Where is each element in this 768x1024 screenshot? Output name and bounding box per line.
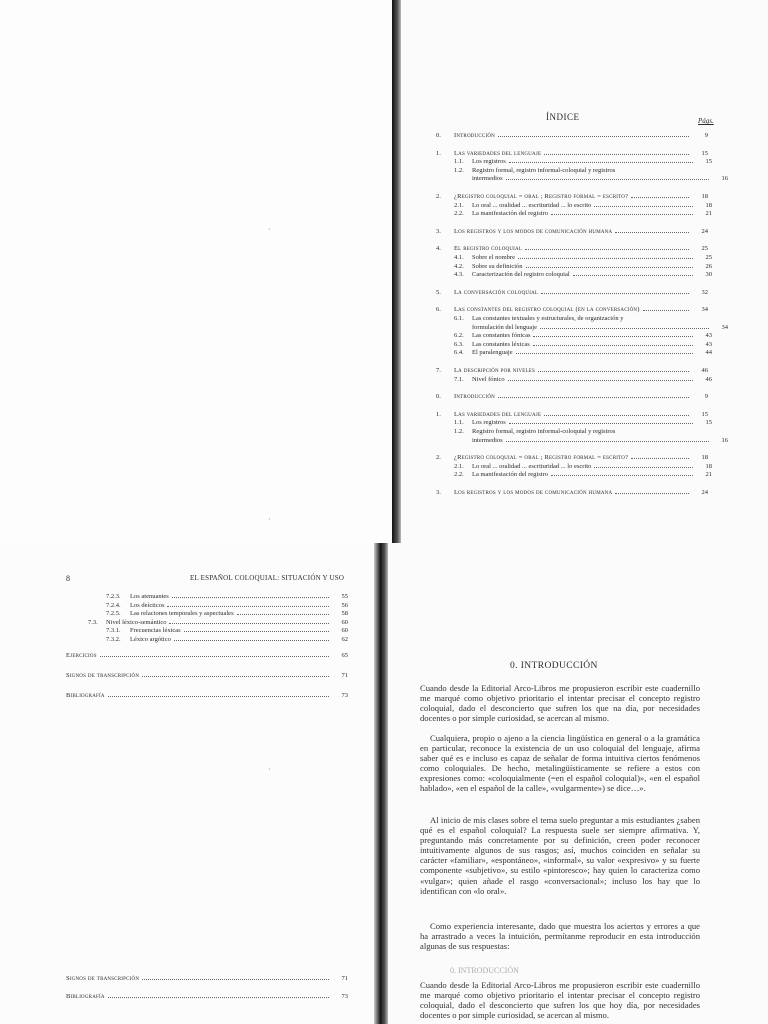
toc-page-number: 16 (721, 175, 728, 183)
toc-number: 7.1. (454, 375, 464, 383)
toc-row (454, 470, 712, 479)
dot-leader (142, 675, 329, 677)
toc-number: 7.2.5. (106, 610, 121, 617)
toc-page-number: 16 (721, 436, 728, 444)
dot-leader (573, 274, 693, 276)
dot-leader (509, 161, 693, 163)
toc-number: 7.3. (88, 618, 98, 626)
toc-page-number: 73 (341, 692, 348, 699)
page-number: 8 (66, 574, 70, 583)
toc-label: Los registros (472, 419, 506, 427)
toc-label: Introducción (454, 393, 495, 401)
dot-leader (172, 596, 329, 598)
book-gutter (392, 0, 401, 543)
toc-number: 2.1. (454, 201, 464, 209)
toc-label: ¿Registro coloquial = oral ; Registro formal = escrito? (454, 454, 629, 462)
toc-label: Las relaciones temporales y aspectuales (130, 610, 234, 617)
dot-leader (108, 996, 329, 998)
toc-label: La conversación coloquial (454, 288, 539, 296)
toc-number: 4. (436, 245, 441, 253)
toc-number: 7.3.1. (106, 627, 121, 634)
toc-number: 1.2. (454, 166, 464, 174)
toc-page-number: 9 (704, 132, 708, 139)
toc-number: 2.2. (454, 471, 464, 479)
toc-number: 7.2.4. (106, 601, 121, 609)
toc-page-number: 71 (341, 672, 348, 679)
toc-row (436, 488, 708, 497)
toc-number: 1. (436, 149, 441, 157)
toc-row (472, 436, 728, 445)
toc-row (454, 375, 712, 384)
toc-number: 6.1. (454, 315, 464, 322)
scan-speck: · (268, 515, 271, 524)
dot-leader (516, 352, 693, 354)
toc-page-number: 34 (721, 323, 728, 331)
dot-leader (518, 257, 693, 259)
toc-page-number: 9 (704, 393, 708, 401)
toc-label: Los registros (472, 158, 506, 166)
dot-leader (594, 205, 693, 207)
toc-number: 1.2. (454, 428, 464, 435)
toc-page-number: 15 (705, 419, 712, 427)
dot-leader (594, 466, 693, 468)
toc-page-number: 26 (705, 262, 712, 270)
toc-number: 1.1. (454, 419, 464, 427)
bleed-through-heading: 0. INTRODUCCIÓN (450, 966, 519, 975)
toc-label: La manifestación del registro (472, 471, 548, 479)
toc-page-number: 32 (701, 288, 708, 296)
toc-number: 4.2. (454, 262, 464, 270)
toc-number: 5. (436, 288, 441, 296)
toc-number: 0. (436, 132, 441, 139)
toc-number: 6.3. (454, 340, 464, 348)
dot-leader (526, 266, 693, 268)
introduction-page (380, 543, 768, 1024)
toc-page-number: 62 (341, 635, 348, 643)
dot-leader (544, 414, 689, 416)
toc-label: Nivel fónico (472, 375, 505, 383)
toc-label: Los registros y los modos de comunicación humana (454, 489, 613, 496)
toc-label: Las constantes del registro coloquial (en la conversación) (454, 306, 640, 314)
toc-label: Léxico argótico (130, 635, 171, 643)
toc-page-number: 71 (341, 975, 348, 982)
toc-page-number: 24 (701, 227, 708, 235)
dot-leader (615, 492, 689, 494)
scan-speck: · (268, 225, 271, 234)
toc-label: La descripción por niveles (454, 367, 535, 374)
toc-label: intermedios (472, 436, 503, 444)
toc-label: Signos de transcripción (66, 672, 140, 679)
toc-label: Las constantes textuales y estructurales, de organización y (472, 315, 624, 322)
toc-number: 7. (436, 367, 441, 374)
dot-leader (142, 978, 329, 980)
toc-page-number: 18 (701, 193, 708, 200)
toc-label: Las variedades del lenguaje (454, 149, 542, 157)
toc-page-number: 18 (701, 454, 708, 462)
dot-leader (169, 622, 329, 624)
toc-row (454, 270, 712, 279)
toc-label: Sobre su definición (472, 262, 523, 270)
toc-label: La manifestación del registro (472, 210, 548, 218)
book-gutter (380, 543, 388, 1024)
dot-leader (540, 327, 709, 329)
dot-leader (509, 422, 693, 424)
scan-speck: · (268, 765, 271, 774)
toc-page-number: 21 (705, 210, 712, 218)
toc-page-number: 43 (705, 332, 712, 340)
dot-leader (643, 309, 689, 311)
toc-label: Introducción (454, 132, 495, 139)
toc-row (472, 174, 728, 183)
toc-number: 2.1. (454, 462, 464, 470)
dot-leader (508, 379, 693, 381)
toc-page-number: 60 (341, 627, 348, 634)
running-head: EL ESPAÑOL COLOQUIAL: SITUACIÓN Y USO (190, 574, 345, 582)
index-title: ÍNDICE (546, 112, 580, 122)
toc-number: 6.2. (454, 332, 464, 340)
toc-label: Bibliografía (66, 993, 105, 1000)
pags-label: Págs. (698, 117, 714, 125)
toc-page-number: 15 (701, 149, 708, 157)
toc-label: Lo oral ... oralidad ... escrituridad ... lo escrito (472, 462, 592, 470)
toc-row (454, 348, 712, 357)
toc-row (454, 209, 712, 218)
dot-leader (506, 440, 709, 442)
toc-label: Caracterización del registro coloquial (472, 271, 570, 279)
toc-label: Los registros y los modos de comunicación humana (454, 227, 613, 235)
toc-row (436, 131, 708, 140)
dot-leader (551, 474, 693, 476)
toc-label: Ejercicios (66, 652, 97, 659)
toc-page-number: 25 (701, 245, 708, 253)
toc-number: 7.2.3. (106, 593, 121, 600)
dot-leader (615, 231, 689, 233)
toc-number: 6.4. (454, 349, 464, 357)
toc-row (66, 651, 348, 660)
dot-leader (167, 605, 329, 607)
toc-page-number: 43 (705, 340, 712, 348)
dot-leader (631, 457, 689, 459)
dot-leader (631, 196, 689, 198)
toc-number: 7.3.2. (106, 635, 121, 643)
toc-number: 2. (436, 193, 441, 200)
toc-number: 2.2. (454, 210, 464, 218)
dot-leader (498, 396, 689, 398)
toc-row (436, 227, 708, 236)
toc-number: 6. (436, 306, 441, 314)
dot-leader (533, 335, 693, 337)
toc-label: intermedios (472, 175, 503, 183)
toc-page-number: 46 (701, 367, 708, 374)
toc-page-number: 56 (341, 601, 348, 609)
toc-row (66, 671, 348, 680)
toc-page-number: 24 (701, 489, 708, 496)
dot-leader (533, 344, 693, 346)
toc-number: 3. (436, 489, 441, 496)
toc-row (66, 974, 348, 983)
toc-page-number: 15 (701, 410, 708, 418)
dot-leader (538, 370, 689, 372)
toc-label: formulación del lenguaje (472, 323, 537, 331)
toc-page-number: 58 (341, 610, 348, 617)
toc-number: 2. (436, 454, 441, 462)
dot-leader (506, 178, 709, 180)
repeated-paragraph: Cuando desde la Editorial Arco-Libros me propusieron escribir este cuadernillo me marqué como objetivo prioritario el intentar precisar el concepto registro coloquial, dado el desconcierto que sufren los que hoy día, por necesidades docentes o por simple curiosidad, se acercan al mismo. (420, 980, 700, 1021)
toc-number: 4.1. (454, 254, 464, 261)
toc-label: Nivel léxico-semántico (106, 618, 167, 626)
toc-page-number: 44 (705, 349, 712, 357)
toc-label: El registro coloquial (454, 245, 523, 253)
index-continued-page (0, 543, 380, 1024)
toc-label: Signos de transcripción (66, 975, 140, 982)
toc-page-number: 73 (341, 993, 348, 1000)
toc-row (66, 691, 348, 700)
toc-row (436, 392, 708, 401)
toc-page-number: 34 (701, 306, 708, 314)
toc-page-number: 65 (341, 652, 348, 659)
toc-label: Registro formal, registro informal-coloquial y registros (472, 428, 616, 435)
dot-leader (174, 639, 329, 641)
toc-label: Los atenuantes (130, 593, 169, 600)
toc-label: Bibliografía (66, 692, 105, 699)
dot-leader (541, 292, 689, 294)
toc-label: El paralenguaje (472, 349, 513, 357)
paragraph-4: Como experiencia interesante, dado que muestra los aciertos y errores a que ha arrastrado a veces la intuición, permítanme reproducir en esta introducción algunas de sus respuestas: (420, 921, 700, 952)
blank-page-top-left (0, 0, 392, 543)
dot-leader (544, 153, 689, 155)
dot-leader (237, 613, 329, 615)
dot-leader (525, 248, 689, 250)
toc-page-number: 55 (341, 593, 348, 600)
toc-label: Los deícticos (130, 601, 165, 609)
dot-leader (184, 630, 329, 632)
toc-page-number: 21 (705, 471, 712, 479)
toc-label: Lo oral ... oralidad ... escrituridad ... lo escrito (472, 201, 592, 209)
index-page (392, 0, 768, 543)
toc-label: Registro formal, registro informal-coloquial y registros (472, 166, 616, 174)
dot-leader (551, 213, 693, 215)
section-heading: 0. INTRODUCCIÓN (510, 661, 598, 671)
dot-leader (498, 135, 689, 137)
toc-label: Las constantes fónicas (472, 332, 531, 340)
toc-page-number: 46 (705, 375, 712, 383)
paragraph-1: Cuando desde la Editorial Arco-Libros me propusieron escribir este cuadernillo me marqué como objetivo prioritario el intentar precisar el concepto registro coloquial, dado el desconcierto que sufren los que na día, por necesidades docentes o por simple curiosidad, se acercan al mismo. (420, 683, 700, 724)
toc-label: Sobre el nombre (472, 254, 515, 261)
paragraph-2: Cualquiera, propio o ajeno a la ciencia lingüística en general o a la gramática en particular, reconoce la existencia de un uso coloquial del lenguaje, afirma saber qué es e incluso es capaz de señalar de forma intuitiva ciertos fenómenos como coloquiales. De hecho, metalingüísticamente se refiere a estos con expresiones como: «coloquialmente (=en el español coloquial)», «en el español hablado», «en el español de la calle», «vulgarmente») se dice…». (420, 733, 700, 794)
toc-page-number: 30 (705, 271, 712, 279)
toc-page-number: 18 (705, 201, 712, 209)
toc-row (436, 288, 708, 297)
toc-label: Las variedades del lenguaje (454, 410, 542, 418)
toc-label: Las constantes léxicas (472, 340, 530, 348)
toc-number: 0. (436, 393, 441, 401)
toc-number: 4.3. (454, 271, 464, 279)
toc-number: 1. (436, 410, 441, 418)
toc-number: 1.1. (454, 158, 464, 166)
toc-row (66, 992, 348, 1001)
dot-leader (100, 655, 329, 657)
toc-number: 3. (436, 227, 441, 235)
paragraph-3: Al inicio de mis clases sobre el tema suelo preguntar a mis estudiantes ¿saben qué es el español coloquial? La respuesta suele ser siempre afirmativa. Y, preguntando más concretamente por su definición, creen poder reconocer intuitivamente algunos de sus rasgos; así, muchos coinciden en señalar su carácter «familiar», «espontáneo», «informal», su valor «expresivo» y su fuerte componente «subjetivo», su estilo «pintoresco»; hay quien lo caracteriza como «vulgar»; quien añade el rasgo «conversacional»; incluso los hay que lo identifican con «lo oral». (420, 815, 700, 896)
toc-page-number: 60 (341, 618, 348, 626)
toc-page-number: 25 (705, 254, 712, 261)
toc-label: Frecuencias léxicas (130, 627, 181, 634)
toc-label: ¿Registro coloquial = oral ; Registro formal = escrito? (454, 193, 629, 200)
toc-row (106, 635, 348, 644)
toc-page-number: 15 (705, 158, 712, 166)
dot-leader (108, 695, 329, 697)
toc-page-number: 18 (705, 462, 712, 470)
